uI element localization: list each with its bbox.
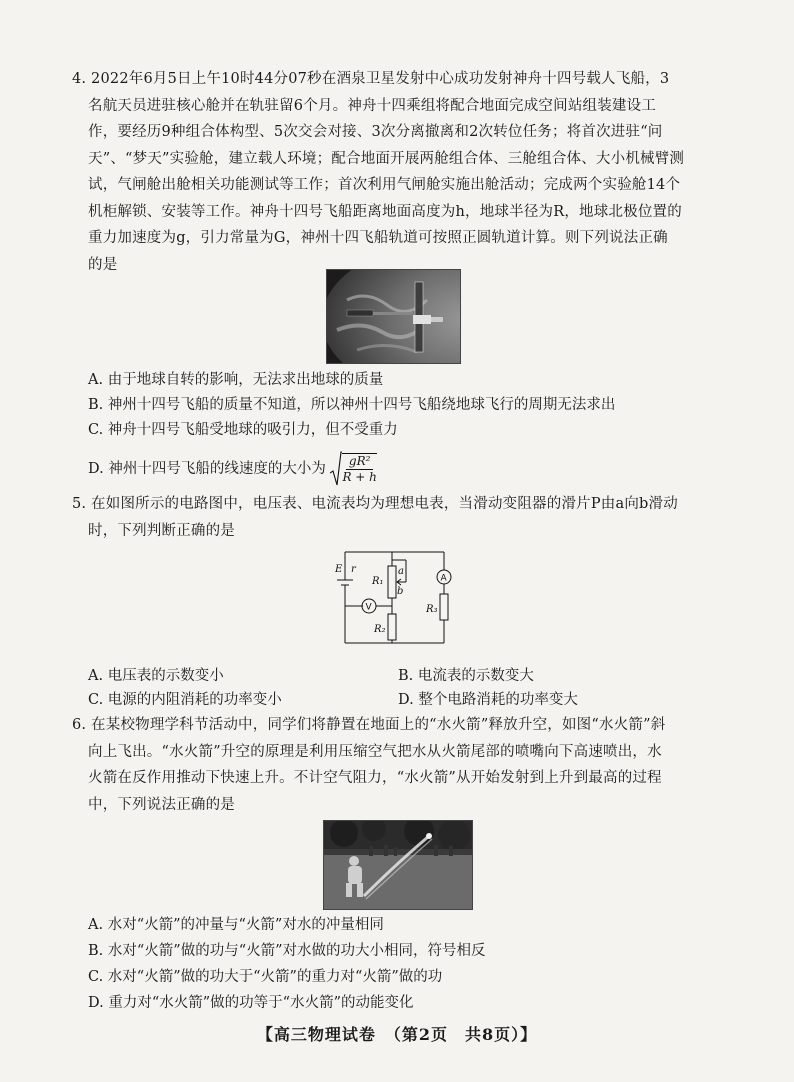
question-6-stem	[72, 712, 722, 818]
q4-line: 名航天员进驻核心舱并在轨驻留6个月。神舟十四乘组将配合地面完成空间站组装建设工	[88, 97, 657, 114]
space-station-photo	[326, 269, 461, 364]
fraction-numerator: gR²	[346, 454, 374, 470]
question-4-stem	[72, 66, 722, 278]
q5-line: 时，下列判断正确的是	[88, 522, 235, 539]
label-r2: R₂	[374, 624, 386, 635]
q6-option-c: C. 水对“火箭”做的功大于“火箭”的重力对“火箭”做的功	[88, 969, 443, 985]
q5-option-d: D. 整个电路消耗的功率变大	[398, 692, 578, 708]
q4-option-d	[88, 451, 377, 487]
q6-option-a: A. 水对“火箭”的冲量与“火箭”对水的冲量相同	[88, 917, 384, 933]
q5-option-c: C. 电源的内阻消耗的功率变小	[88, 692, 282, 708]
ammeter-label: A	[440, 573, 447, 584]
q4-option-c: C. 神舟十四号飞船受地球的吸引力，但不受重力	[88, 422, 398, 438]
q4-line: 机柜解锁、安装等工作。神舟十四号飞船距离地面高度为h，地球半径为R，地球北极位置的	[88, 203, 682, 220]
q5-option-b: B. 电流表的示数变大	[398, 668, 534, 684]
water-rocket-photo	[323, 820, 473, 910]
q4-option-d-text: D. 神州十四号飞船的线速度的大小为	[88, 461, 326, 477]
label-r: r	[351, 564, 356, 575]
q6-option-b: B. 水对“火箭”做的功与“火箭”对水做的功大小相同，符号相反	[88, 943, 486, 959]
q4-line: 4. 2022年6月5日上午10时44分07秒在酒泉卫星发射中心成功发射神舟十四号载人飞船，3	[72, 71, 670, 87]
circuit-diagram	[332, 548, 462, 648]
sqrt-formula	[330, 451, 376, 487]
q4-line: 的是	[88, 256, 118, 273]
label-b: b	[397, 586, 404, 597]
page-footer: 【高三物理试卷 （第2页 共8页）】	[256, 1025, 538, 1044]
q6-line: 6. 在某校物理学科节活动中，同学们将静置在地面上的“水火箭”释放升空，如图“水火箭”斜	[72, 717, 666, 733]
question-5-stem	[72, 491, 722, 544]
q4-line: 重力加速度为g，引力常量为G，神州十四飞船轨道可按照正圆轨道计算。则下列说法正确	[88, 230, 668, 246]
q6-line: 向上飞出。“水火箭”升空的原理是利用压缩空气把水从火箭尾部的喷嘴向下高速喷出，水	[88, 743, 662, 760]
q6-line: 中，下列说法正确的是	[88, 796, 235, 813]
q5-line: 5. 在如图所示的电路图中，电压表、电流表均为理想电表，当滑动变阻器的滑片P由a向b滑动	[72, 496, 678, 512]
fraction-denominator: R + h	[342, 470, 377, 484]
q4-line: 作，要经历9种组合体构型、5次交会对接、3次分离撤离和2次转位任务；将首次进驻“问	[88, 124, 663, 140]
label-r1: R₁	[372, 576, 384, 587]
q6-line: 火箭在反作用推动下快速上升。不计空气阻力，“水火箭”从开始发射到上升到最高的过程	[88, 770, 662, 786]
radical-sign-icon	[330, 451, 342, 487]
q4-line: 天”、“梦天”实验舱，建立载人环境；配合地面开展两舱组合体、三舱组合体、大小机械臂测	[88, 150, 685, 167]
label-e: E	[335, 564, 343, 575]
q4-line: 试，气闸舱出舱相关功能测试等工作；首次利用气闸舱实施出舱活动；完成两个实验舱14个	[88, 177, 681, 193]
label-r3: R₃	[426, 604, 438, 615]
q4-option-a: A. 由于地球自转的影响，无法求出地球的质量	[88, 372, 384, 388]
q6-option-d: D. 重力对“水火箭”做的功等于“水火箭”的动能变化	[88, 995, 414, 1011]
q5-option-a: A. 电压表的示数变小	[88, 668, 224, 684]
voltmeter-label: V	[365, 602, 372, 613]
q4-option-b: B. 神州十四号飞船的质量不知道，所以神州十四号飞船绕地球飞行的周期无法求出	[88, 397, 616, 413]
fraction	[342, 453, 376, 485]
label-a: a	[398, 566, 404, 577]
